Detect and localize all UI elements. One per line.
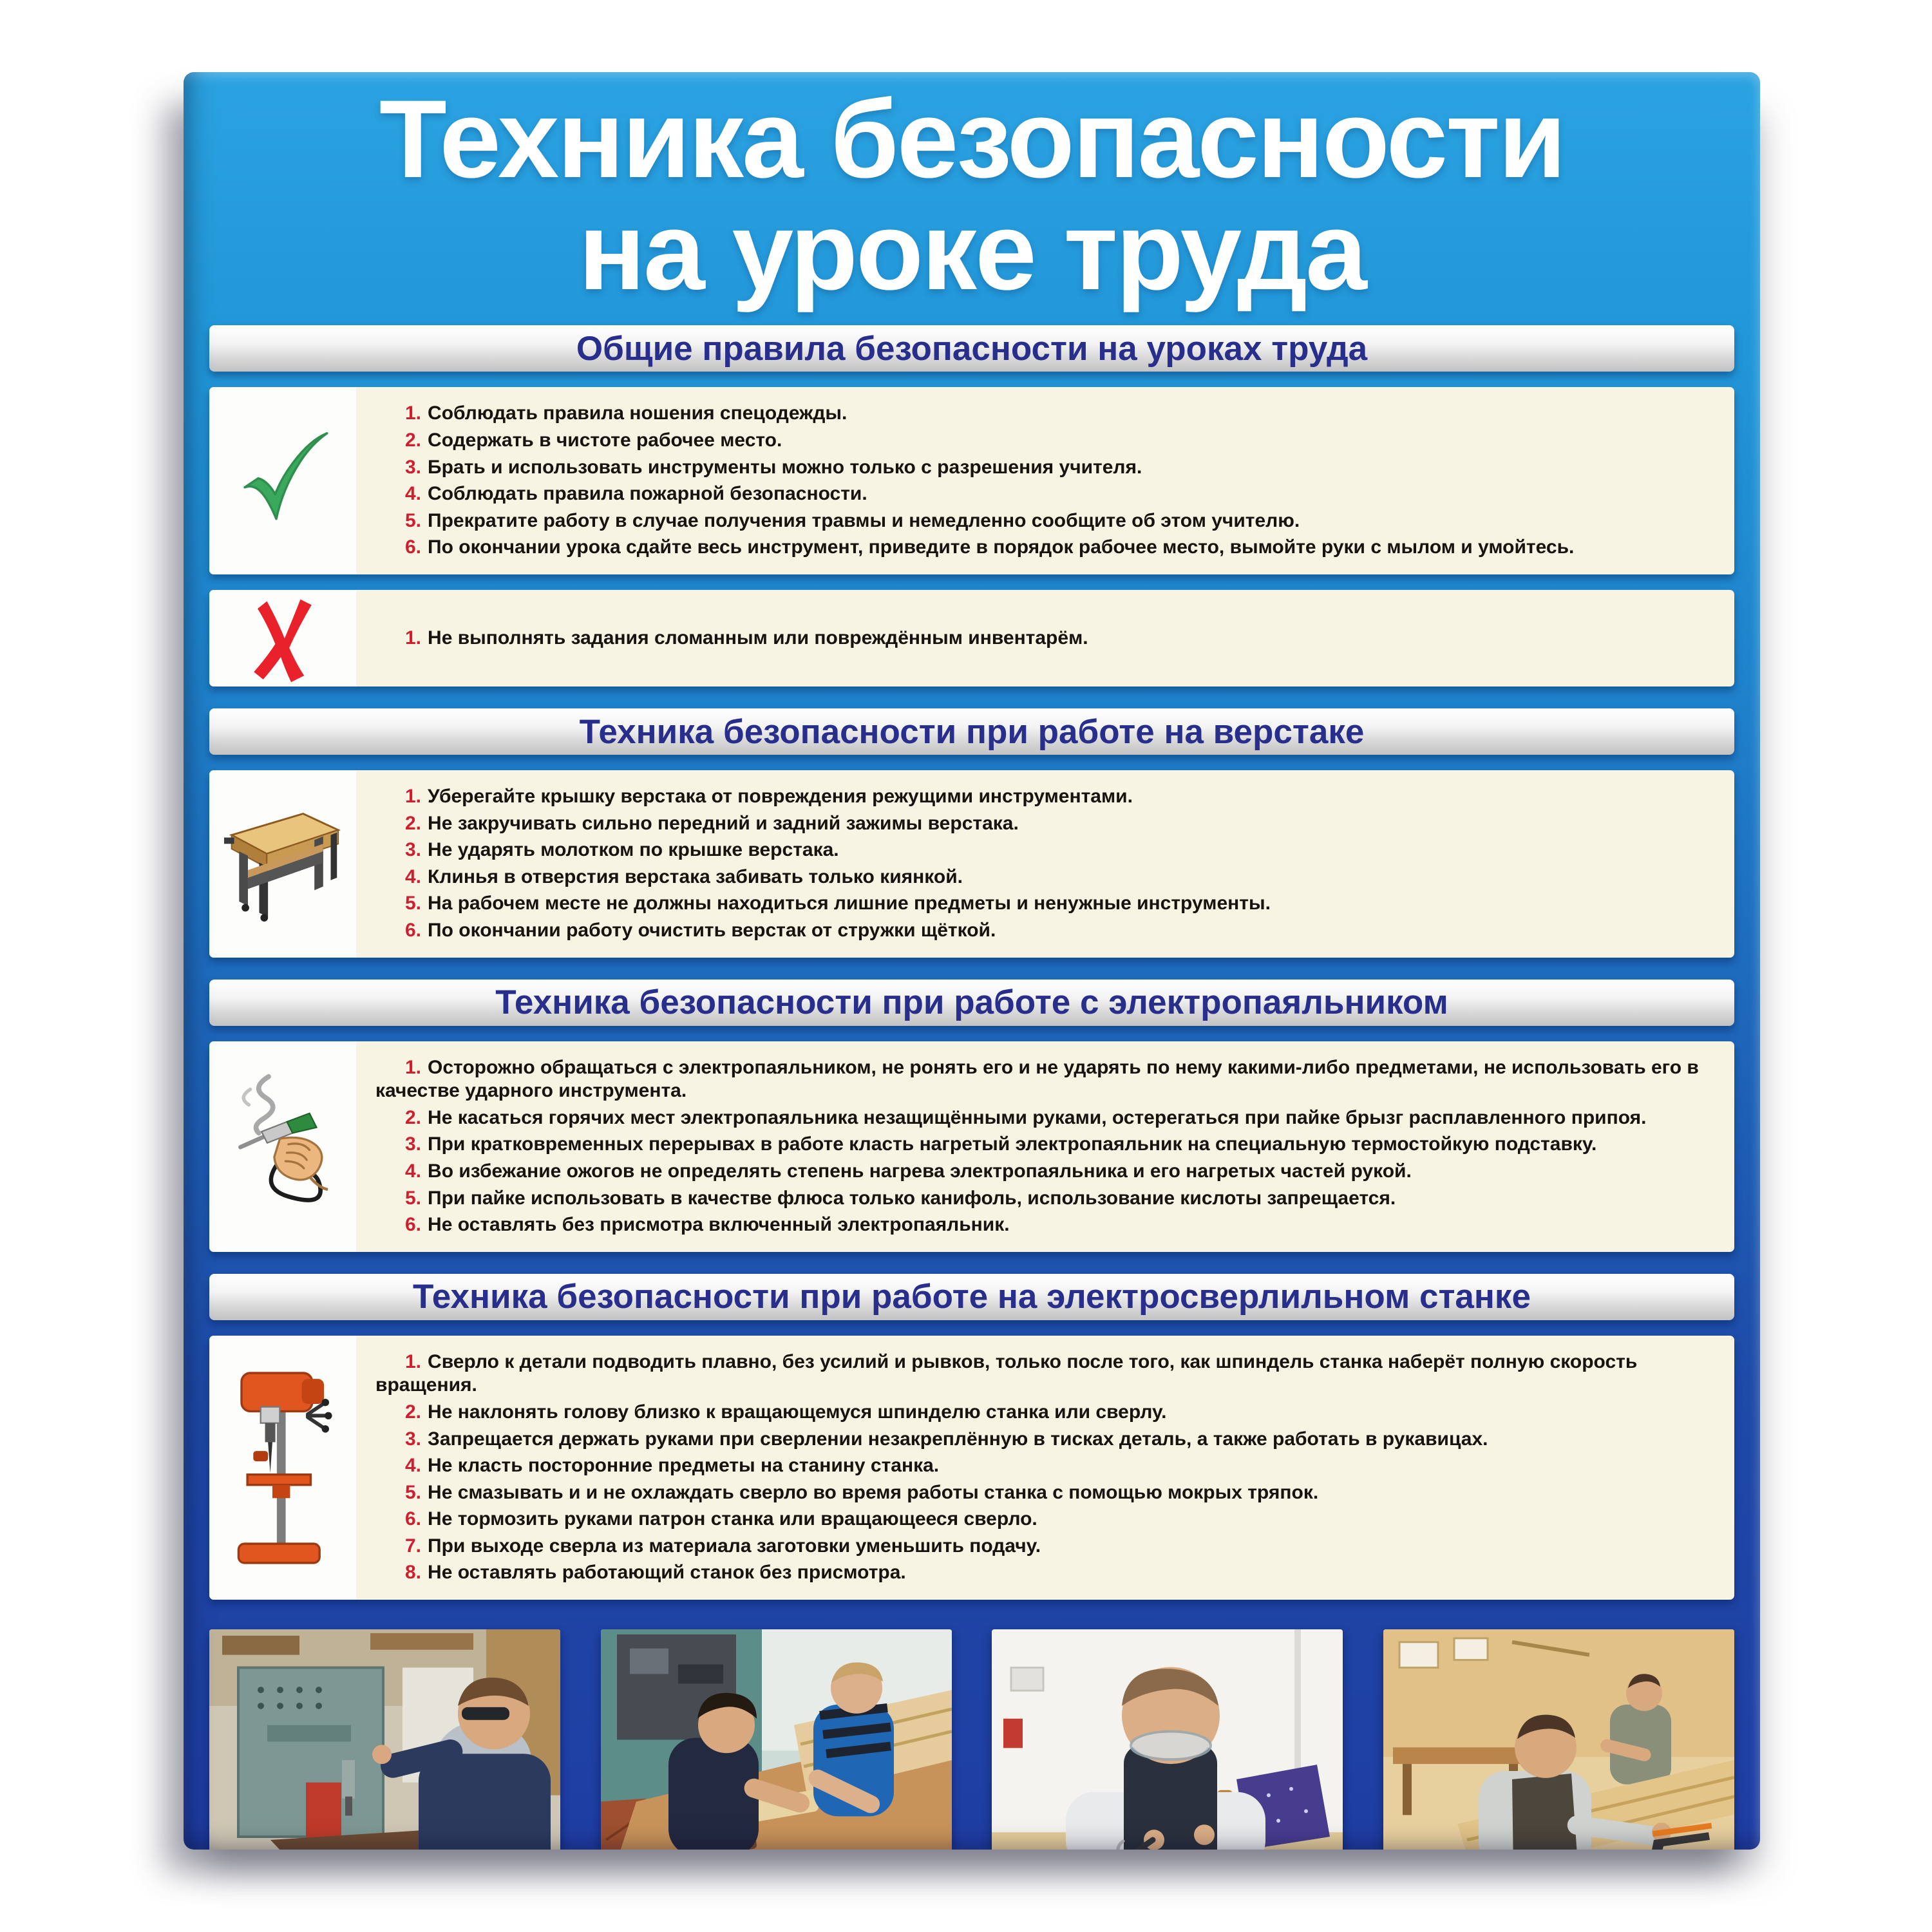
poster-content (209, 307, 1734, 1850)
section-header-workbench (209, 708, 1734, 755)
rule-item: 7. При выходе сверла из материала заготовки уменьшить подачу. (405, 1535, 1041, 1557)
poster-title-line1: Техника безопасности (379, 77, 1565, 201)
photo-boys-sanding-at-workbench (601, 1629, 952, 1850)
rule-item: 5. При пайке использовать в качестве флюса только канифоль, использование кислоты запрещается. (405, 1187, 1396, 1209)
rule-item: 2. Не закручивать сильно передний и задний зажимы верстака. (405, 812, 1019, 834)
photo-drilling-scene (209, 1629, 560, 1850)
rule-item: 6. По окончании работу очистить верстак от стружки щёткой. (405, 919, 996, 941)
rule-item: 1. Соблюдать правила ношения спецодежды. (405, 402, 848, 424)
rule-item: 3. Запрещается держать руками при сверлении незакреплённую в тисках деталь, а также работать в рукавицах. (405, 1428, 1488, 1450)
rule-item: 6. Не оставлять без присмотра включенный электропаяльник. (405, 1214, 1010, 1236)
rule-item: 1. Осторожно обращаться с электропаяльником, не ронять его и не ударять по нему какими-либо предметами, не использовать его в качестве ударного инструмента. (375, 1056, 1699, 1102)
soldering-iron-icon (218, 1071, 347, 1222)
photo-row (209, 1629, 1734, 1850)
rule-item: 4. Во избежание ожогов не определять степень нагрева электропаяльника и его нагретых частей рукой. (405, 1160, 1412, 1182)
rule-item: 8. Не оставлять работающий станок без присмотра. (405, 1562, 906, 1584)
section-header-label: Общие правила безопасности на уроках труда (576, 329, 1368, 368)
drill-press-icon (231, 1363, 334, 1572)
rule-item: 1. Не выполнять задания сломанным или повреждённым инвентарём. (405, 627, 1088, 649)
rules-block-forbidden (209, 590, 1734, 687)
rule-item: 5. Прекратите работу в случае получения травмы и немедленно сообщите об этом учителю. (405, 509, 1300, 531)
rule-item: 4. Клинья в отверстия верстака забивать только киянкой. (405, 866, 963, 887)
rule-item: 4. Соблюдать правила пожарной безопасности. (405, 483, 867, 505)
rule-item: 6. Не тормозить руками патрон станка или вращающееся сверло. (405, 1508, 1037, 1530)
rule-item: 1. Уберегайте крышку верстака от повреждения режущими инструментами. (405, 786, 1133, 807)
rule-item: 6. По окончании урока сдайте весь инструмент, приведите в порядок рабочее место, вымойте руки с мылом и умойтесь. (405, 536, 1575, 558)
rule-item: 2. Не касаться горячих мест электропаяльника незащищёнными руками, остерегаться при пайке брызг расплавленного припоя. (405, 1106, 1647, 1128)
green-checkmark-icon (227, 417, 339, 545)
icon-column (209, 1041, 356, 1252)
photo-workbench-scene (601, 1629, 952, 1850)
safety-poster (184, 72, 1760, 1850)
section-header-label: Техника безопасности при работе на электросверлильном станке (413, 1278, 1531, 1316)
rules-list (356, 387, 1734, 574)
rules-block-workbench (209, 770, 1734, 958)
rule-item: 4. Не класть посторонние предметы на станину станка. (405, 1455, 940, 1477)
photo-soldering-scene (992, 1629, 1343, 1850)
section-header-label: Техника безопасности при работе на верстаке (579, 712, 1365, 751)
rule-item: 2. Не наклонять голову близко к вращающемуся шпинделю станка или сверлу. (405, 1401, 1167, 1423)
rule-item: 3. Не ударять молотком по крышке верстака. (405, 839, 839, 861)
rule-item: 1. Сверло к детали подводить плавно, без усилий и рывков, только после того, как шпиндель станка наберёт полную скорость вращения. (375, 1350, 1638, 1396)
icon-column (209, 1336, 356, 1600)
section-header-label: Техника безопасности при работе с электропаяльником (495, 983, 1448, 1022)
rules-list (356, 770, 1734, 958)
rules-list (356, 1041, 1734, 1252)
poster-title-line2: на уроке труда (578, 189, 1365, 313)
rule-item: 2. Содержать в чистоте рабочее место. (405, 430, 782, 451)
workbench-icon (220, 802, 346, 925)
photo-marking-scene (1383, 1629, 1734, 1850)
photo-boy-marking-wood-with-square (1383, 1629, 1734, 1850)
red-x-icon (241, 590, 325, 687)
icon-column (209, 590, 356, 687)
rule-item: 5. На рабочем месте не должны находиться лишние предметы и ненужные инструменты. (405, 893, 1271, 914)
photo-boy-soldering-with-goggles (992, 1629, 1343, 1850)
photo-boy-at-drilling-machine (209, 1629, 560, 1850)
rule-item: 3. При кратковременных перерывах в работе класть нагретый электропаяльник на специальную термостойкую подставку. (405, 1133, 1597, 1155)
rule-item: 5. Не смазывать и и не охлаждать сверло во время работы станка с помощью мокрых тряпок. (405, 1481, 1319, 1503)
rule-item: 3. Брать и использовать инструменты можно только с разрешения учителя. (405, 456, 1142, 478)
rules-block-allowed (209, 387, 1734, 574)
section-header-general-rules (209, 325, 1734, 372)
rules-list (356, 590, 1734, 687)
section-header-drill-press (209, 1274, 1734, 1320)
poster-title (203, 77, 1741, 313)
icon-column (209, 770, 356, 958)
icon-column (209, 387, 356, 574)
rules-list (356, 1336, 1734, 1600)
rules-block-drill-press (209, 1336, 1734, 1600)
rules-block-soldering (209, 1041, 1734, 1252)
section-header-soldering-iron (209, 980, 1734, 1026)
